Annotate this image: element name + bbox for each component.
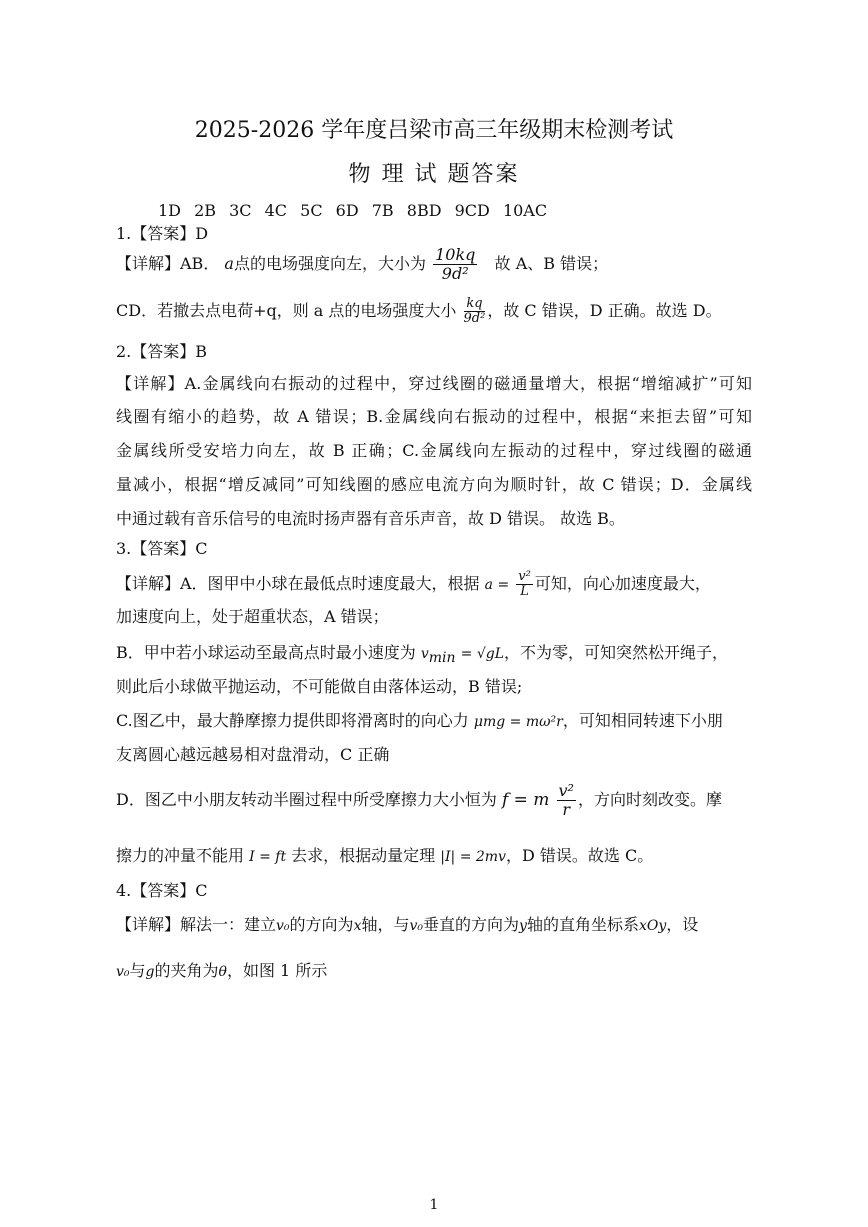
q1-text: 【详解】AB． [116,254,220,273]
q3-detail-a2: 加速度向上，处于超重状态，A 错误； [116,607,389,626]
q3-detail-b [116,642,728,669]
fraction-denominator: 9d² [463,311,486,326]
q3-text: 可知，向心加速度最大， [534,574,711,593]
q3-friction-formula: μmg = mω²r [473,714,563,730]
q4-text: 垂直的方向为 [423,915,520,934]
page-subtitle: 物 理 试 题答案 [348,162,520,187]
page-title: 2025-2026 学年度吕梁市高三年级期末检测考试 [194,118,674,143]
q1-detail-ab [116,244,608,284]
q1-text: CD．若撤去点电荷+q，则 a 点的电场强度大小 [116,301,457,320]
q4-text: ，如图 1 所示 [226,961,328,980]
q4-v0: v₀ [116,964,130,980]
q4-text: 的夹角为 [154,961,219,980]
q1-point-a: a [224,254,234,273]
q3-answer: 3.【答案】C [116,539,208,558]
q3-force-lhs: f = m [501,790,550,810]
answer-key: 1D 2B 3C 4C 5C 6D 7B 8BD 9CD 10AC [158,201,548,220]
q4-xoy: xOy [638,918,667,934]
q4-v0: v₀ [276,918,290,934]
q4-x: x [353,918,362,934]
q3-vmin-sub: min [428,650,456,667]
q3-accel-fraction [516,570,533,599]
q4-y: y [519,918,527,934]
q3-detail-b2: 则此后小球做平抛运动，不可能做自由落体运动，B 错误; [116,677,523,696]
q3-text: 去求，根据动量定理 [291,846,436,865]
fraction-denominator: r [562,800,571,819]
q3-text: D．图乙中小朋友转动半圈过程中所受摩擦力大小恒为 [116,790,497,809]
q4-v0: v₀ [409,918,424,934]
q4-text: ，设 [666,915,699,934]
q4-text: 轴的直角坐标系 [526,915,639,934]
q3-formula-lhs: a = [484,577,510,593]
q3-text: 擦力的冲量不能用 [116,846,245,865]
q1-field-fraction [433,246,477,283]
q2-detail-line-2: 线圈有缩小的趋势，故 A 错误；B.金属线向右振动的过程中，根据“来拒去留”可知 [116,407,752,426]
q4-detail-1 [116,914,698,937]
fraction-numerator: 10kq [435,245,476,264]
q3-vmin: v [420,646,429,662]
q1-text: ，故 C 错误，D 正确。故选 D。 [487,301,722,320]
fraction-numerator: v² [558,781,574,800]
q3-text: ，方向时刻改变。摩 [577,790,722,809]
q4-theta: θ [218,964,227,980]
q4-text: 的方向为 [289,915,354,934]
q3-impulse-formula: I = ft [249,849,287,865]
q2-detail-line-4: 量减小，根据“增反减同”可知线圈的感应电流方向为顺时针，故 C 错误；D．金属线 [116,475,752,494]
fraction-denominator: 9d² [441,264,469,283]
q3-detail-c2: 友离圆心越远越易相对盘滑动，C 正确 [116,745,390,764]
q4-answer: 4.【答案】C [116,881,208,900]
q3-force-fraction [557,782,576,819]
q3-text: B．甲中若小球运动至最高点时最小速度为 [116,643,416,662]
q2-answer: 2.【答案】B [116,342,208,361]
q3-detail-d [116,776,722,824]
q1-text: 点的电场强度向左，大小为 [233,254,426,273]
fraction-numerator: v² [518,569,531,584]
q2-detail-line-5: 中通过载有音乐信号的电流时扬声器有音乐声音，故 D 错误。 故选 B。 [116,509,625,528]
q1-answer: 1.【答案】D [116,224,209,243]
q3-text: ，D 错误。故选 C。 [505,846,654,865]
fraction-denominator: L [520,584,529,599]
q3-vmin-rhs: = √gL [460,646,505,662]
q2-detail-line-1: 【详解】A.金属线向右振动的过程中，穿过线圈的磁通量增大，根据“增缩减扩”可知 [116,374,752,393]
q3-momentum-formula: |I| = 2mv [440,849,506,865]
page-number: 1 [429,1197,439,1213]
q4-text: 轴，与 [361,915,410,934]
q1-detail-cd [116,293,722,329]
q3-detail-d2 [116,845,653,868]
q3-text: ，可知相同转速下小朋 [562,711,723,730]
q3-text: 【详解】A．图甲中小球在最低点时速度最大，根据 [116,574,480,593]
q2-detail-line-3: 金属线所受安培力向左，故 B 正确；C.金属线向左振动的过程中，穿过线圈的磁通 [116,441,752,460]
q1-text: 故 A、B 错误； [494,254,609,273]
q4-detail-2 [116,960,327,983]
q3-detail-a [116,564,711,604]
q4-text: 【详解】解法一：建立 [116,915,277,934]
fraction-numerator: kq [464,297,486,312]
q1-field-fraction-2 [464,297,486,326]
q4-text: 与 [129,961,146,980]
q4-g: g [145,964,155,980]
q3-text: C.图乙中，最大静摩擦力提供即将滑离时的向心力 [116,711,469,730]
q3-text: ，不为零，可知突然松开绳子， [504,643,729,662]
q3-detail-c [116,710,723,733]
